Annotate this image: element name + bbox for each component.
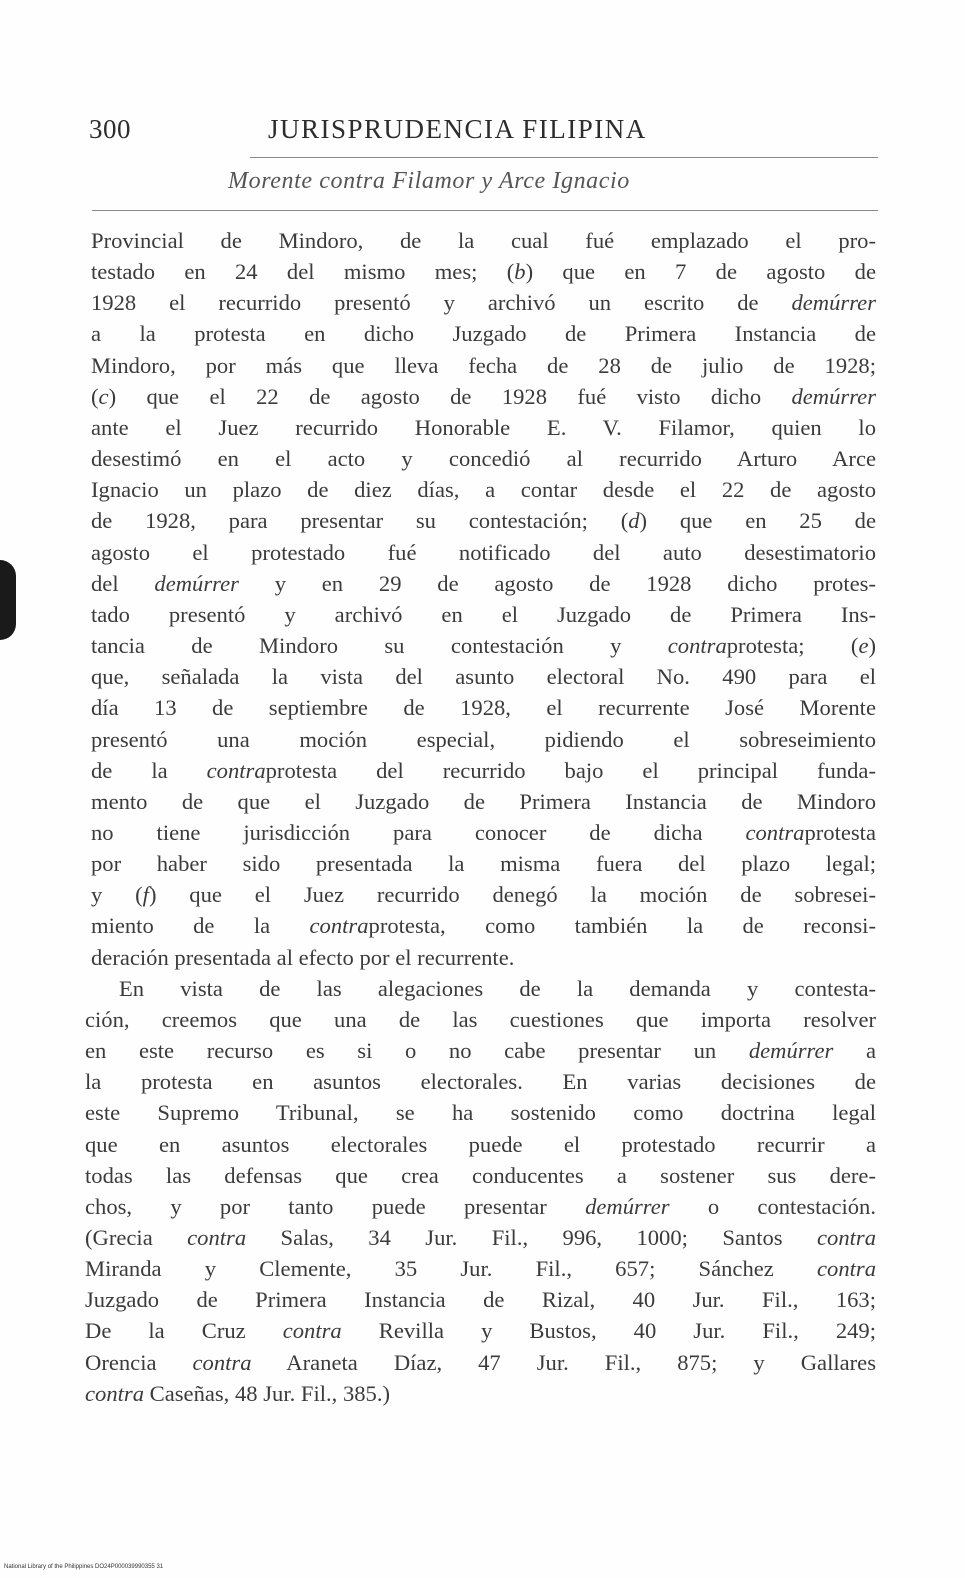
text-line: y (f) que el Juez recurrido denegó la moción de sobresei- — [91, 882, 876, 908]
text-line: contra Caseñas, 48 Jur. Fil., 385.) — [85, 1380, 391, 1406]
case-title: Morente contra Filamor y Arce Ignacio — [228, 168, 630, 194]
text-line: deración presentada al efecto por el recurrente. — [91, 944, 515, 970]
text-line: que, señalada la vista del asunto electoral No. 490 para el — [91, 664, 876, 690]
text-line: a la protesta en dicho Juzgado de Primera Instancia de — [91, 321, 876, 347]
text-line: de la contraprotesta del recurrido bajo el principal funda- — [91, 757, 876, 783]
text-line: testado en 24 del mismo mes; (b) que en 7 de agosto de — [91, 259, 876, 285]
text-line: 1928 el recurrido presentó y archivó un escrito de demúrrer — [91, 290, 876, 316]
running-head: JURISPRUDENCIA FILIPINA — [268, 114, 647, 144]
text-line: del demúrrer y en 29 de agosto de 1928 dicho protes- — [91, 570, 876, 596]
text-line: de 1928, para presentar su contestación; (d) que en 25 de — [91, 508, 876, 534]
text-line: que en asuntos electorales puede el protestado recurrir a — [85, 1131, 876, 1157]
text-line: Orencia contra Araneta Díaz, 47 Jur. Fil., 875; y Gallares — [85, 1349, 876, 1375]
text-line: Miranda y Clemente, 35 Jur. Fil., 657; Sánchez contra — [85, 1256, 876, 1282]
text-line: tado presentó y archivó en el Juzgado de Primera Ins- — [91, 601, 876, 627]
text-line: desestimó en el acto y concedió al recurrido Arturo Arce — [91, 446, 876, 472]
text-line: miento de la contraprotesta, como también la de reconsi- — [91, 913, 876, 939]
text-line: Ignacio un plazo de diez días, a contar desde el 22 de agosto — [91, 477, 876, 503]
text-line: este Supremo Tribunal, se ha sostenido como doctrina legal — [85, 1100, 876, 1126]
scan-source-note: National Library of the Philippines DO24P000039990355 31 — [4, 1564, 164, 1570]
page-number: 300 — [89, 114, 131, 144]
text-line: De la Cruz contra Revilla y Bustos, 40 Jur. Fil., 249; — [85, 1318, 876, 1344]
text-line: agosto el protestado fué notificado del auto desestimatorio — [91, 539, 876, 565]
text-line: Juzgado de Primera Instancia de Rizal, 40 Jur. Fil., 163; — [85, 1287, 876, 1313]
text-line: (Grecia contra Salas, 34 Jur. Fil., 996, 1000; Santos contra — [85, 1225, 876, 1250]
text-line: Provincial de Mindoro, de la cual fué emplazado el pro- — [91, 228, 876, 253]
text-line: chos, y por tanto puede presentar demúrrer o contestación. — [85, 1193, 876, 1219]
binding-shadow — [0, 560, 16, 640]
text-line: en este recurso es si o no cabe presentar un demúrrer a — [85, 1038, 876, 1064]
text-line: (c) que el 22 de agosto de 1928 fué visto dicho demúrrer — [91, 383, 876, 409]
text-line: no tiene jurisdicción para conocer de dicha contraprotesta — [91, 819, 876, 845]
body-text — [85, 225, 876, 1409]
text-line: por haber sido presentada la misma fuera del plazo legal; — [91, 851, 876, 877]
text-line: presentó una moción especial, pidiendo el sobreseimiento — [91, 726, 876, 752]
text-line: ante el Juez recurrido Honorable E. V. Filamor, quien lo — [91, 414, 876, 440]
text-line: tancia de Mindoro su contestación y contraprotesta; (e) — [91, 633, 876, 659]
text-line: Mindoro, por más que lleva fecha de 28 de julio de 1928; — [91, 352, 876, 378]
text-line: día 13 de septiembre de 1928, el recurrente José Morente — [91, 695, 876, 721]
header-rule-bottom — [92, 210, 878, 211]
text-line: mento de que el Juzgado de Primera Instancia de Mindoro — [91, 788, 876, 814]
text-line: ción, creemos que una de las cuestiones que importa resolver — [85, 1006, 876, 1032]
text-line: todas las defensas que crea conducentes a sostener sus dere- — [85, 1162, 876, 1188]
text-line: En vista de las alegaciones de la demanda y contesta- — [119, 975, 876, 1001]
header-rule-top — [250, 157, 878, 158]
text-line: la protesta en asuntos electorales. En varias decisiones de — [85, 1069, 876, 1095]
